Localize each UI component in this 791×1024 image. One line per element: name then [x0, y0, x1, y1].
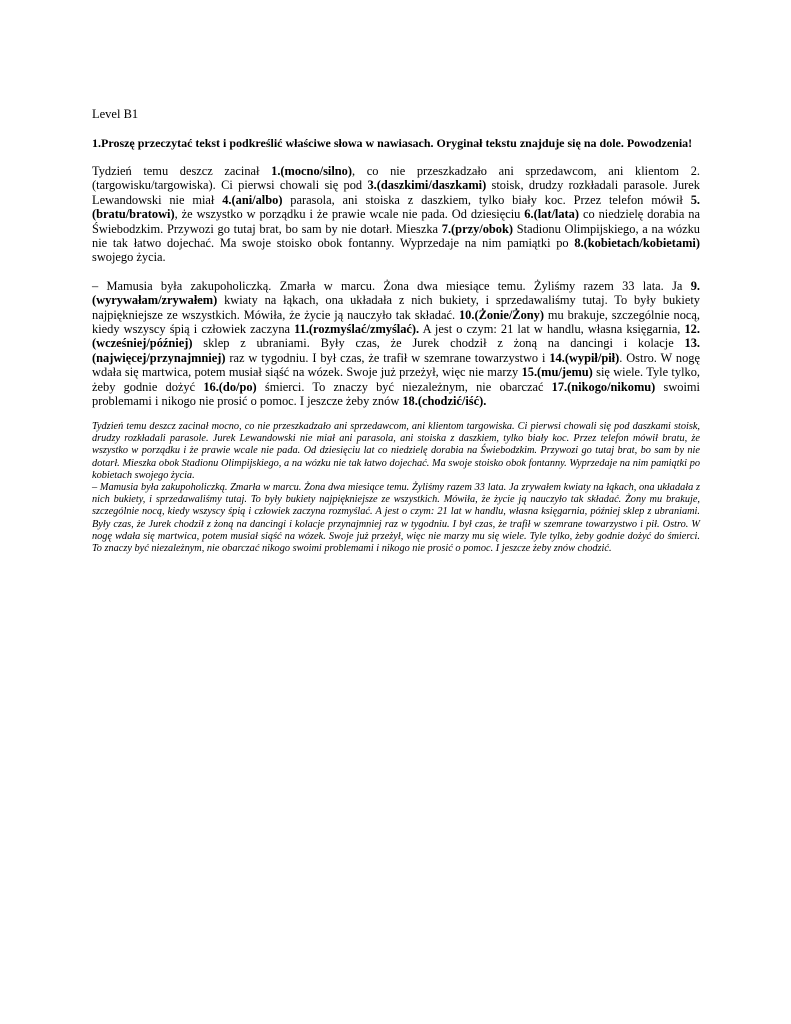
instruction-heading: 1.Proszę przeczytać tekst i podkreślić właściwe słowa w nawiasach. Oryginał tekstu znajduje się na dole. Powodzenia!	[92, 136, 693, 150]
answer-choice: 1.(mocno/silno)	[271, 164, 353, 178]
text-segment: Stadionu Olimpijskiego, a na wózku nie tak łatwo dojechać. Ma swoje stoisko obok fontanny. Wyprzedaje na nim pamiątki po	[92, 221, 700, 251]
answer-choice: 9. (wyrywałam/zrywałem)	[92, 278, 700, 308]
answer-choice: 14.(wypił/pił)	[549, 350, 620, 365]
answer-choice: 11.(rozmyślać/zmyślać).	[294, 322, 420, 337]
exercise-paragraph-2	[92, 279, 700, 409]
answer-choice: 4.(ani/albo)	[222, 192, 283, 207]
answer-choice: 3.(daszkimi/daszkami)	[367, 178, 487, 193]
text-segment: swoimi problemami i nikogo nie prosić o pomoc. I jeszcze żeby znów	[92, 379, 700, 409]
text-segment: śmierci. To znaczy być niezależnym, nie obarczać	[256, 379, 552, 394]
text-segment: – Mamusia była zakupoholiczką. Zmarła w marcu. Żona dwa miesiące temu. Żyliśmy razem 33 lata. Ja	[92, 278, 691, 293]
answer-choice: 18.(chodzić/iść).	[402, 394, 487, 409]
answer-choice: 12.(wcześniej/później)	[92, 322, 700, 351]
answer-choice: 13.(najwięcej/przynajmniej)	[92, 336, 700, 365]
text-segment: . Ostro. W nogę wdała się martwica, potem musiał siąść na wózek. Swoje już przeżył, więc nie marzy	[92, 350, 700, 380]
text-segment: kwiaty na łąkach, ona układała z nich bukiety, i sprzedawaliśmy tutaj. To były bukiety najpiękniejsze ze wszystkich. Mówiła, że życie ją nauczyło tak składać.	[92, 293, 700, 322]
level-label: Level B1	[92, 107, 139, 121]
text-segment: mu brakuje, szczególnie nocą, kiedy wszyscy śpią i człowiek zaczyna	[92, 307, 700, 337]
answer-choice: 10.(Żonie/Żony)	[458, 307, 544, 322]
text-segment: , co nie przeszkadzało ani sprzedawcom, ani klientom 2.(targowisku/targowiska). Ci pierwsi chowali się pod	[92, 164, 700, 193]
answer-choice: 8.(kobietach/kobietami)	[574, 236, 700, 251]
text-segment: parasola, ani stoiska z daszkiem, tylko biały koc. Przez telefon mówił	[282, 192, 691, 207]
text-segment: się wiele. Tyle tylko, żeby godnie dożyć	[92, 365, 700, 394]
answer-choice: 5. (bratu/bratowi)	[92, 192, 700, 222]
answer-choice: 7.(przy/obok)	[441, 221, 514, 236]
text-segment: co niedzielę dorabia na Świebodzkim. Przywozi go tutaj brat, bo sam by nie dotarł. Mieszka	[92, 207, 700, 236]
document-body	[92, 106, 700, 409]
original-paragraph-2: – Mamusia była zakupoholiczką. Zmarła w marcu. Żona dwa miesiące temu. Żyliśmy razem 33 lata. Ja zrywałem kwiaty na łąkach, ona układała z nich bukiety, i sprzedawaliśmy tutaj. To były bukiety najpiękniejsze ze wszystkich. Mówiła, że życie ją nauczyło tak składać. Żony mu brakuje, szczególnie nocą, kiedy wszyscy śpią i człowiek zaczyna rozmyślać. A jest o czym: 21 lat w handlu, własna księgarnia, później sklep z ubraniami. Były czas, że Jurek chodził z żoną na dancingi i kolacje przynajmniej raz w tygodniu. I był czas, że trafił w szemrane towarzystwo i pił. Ostro. W nogę wdała się martwica, potem musiał siąść na wózek. Swoje już przeżył, więc nie marzy mu się wiele. Tyle tylko, żeby godnie dożyć do śmierci. To znaczy być niezależnym, nie obarczać nikogo swoimi problemami i nikogo nie prosić o pomoc. I jeszcze żeby znów chodzić.	[92, 482, 700, 555]
text-segment: stoisk, drudzy rozkładali parasole. Jurek Lewandowski nie miał	[92, 178, 700, 207]
text-segment: sklep z ubraniami. Były czas, że Jurek chodził z żoną na dancingi i kolacje	[192, 336, 685, 351]
text-segment: swojego życia.	[92, 250, 166, 265]
answer-choice: 15.(mu/jemu)	[521, 365, 593, 380]
answer-choice: 6.(lat/lata)	[524, 207, 580, 222]
exercise-paragraph-1	[92, 164, 700, 265]
answer-choice: 17.(nikogo/nikomu)	[551, 379, 656, 394]
text-segment: Tydzień temu deszcz zacinał	[92, 164, 272, 178]
original-paragraph-1: Tydzień temu deszcz zacinał mocno, co nie przeszkadzało ani sprzedawcom, ani klientom targowiska. Ci pierwsi chowali się pod daszkami stoisk, drudzy rozkładali parasole. Jurek Lewandowski nie miał ani parasola, ani stoiska z daszkiem, tylko biały koc. Przez telefon mówił bratu, że wszystko w porządku i że prawie wcale nie pada. Od dziesięciu lat co niedzielę dorabia na Świebodzkim. Przywozi go tutaj brat, bo sam by nie dotarł. Mieszka obok Stadionu Olimpijskiego, a na wózku nie tak łatwo dojechać. Ma swoje stoisko obok fontanny. Wyprzedaje na nim pamiątki po kobietach swojego życia.	[92, 421, 700, 481]
text-segment: , że wszystko w porządku i że prawie wcale nie pada. Od dziesięciu	[174, 207, 525, 222]
exercise-text	[92, 164, 700, 409]
text-segment: raz w tygodniu. I był czas, że trafił w szemrane towarzystwo i	[225, 350, 550, 365]
original-text	[92, 421, 700, 555]
answer-choice: 16.(do/po)	[203, 379, 257, 394]
text-segment: A jest o czym: 21 lat w handlu, własna księgarnia,	[419, 322, 685, 337]
